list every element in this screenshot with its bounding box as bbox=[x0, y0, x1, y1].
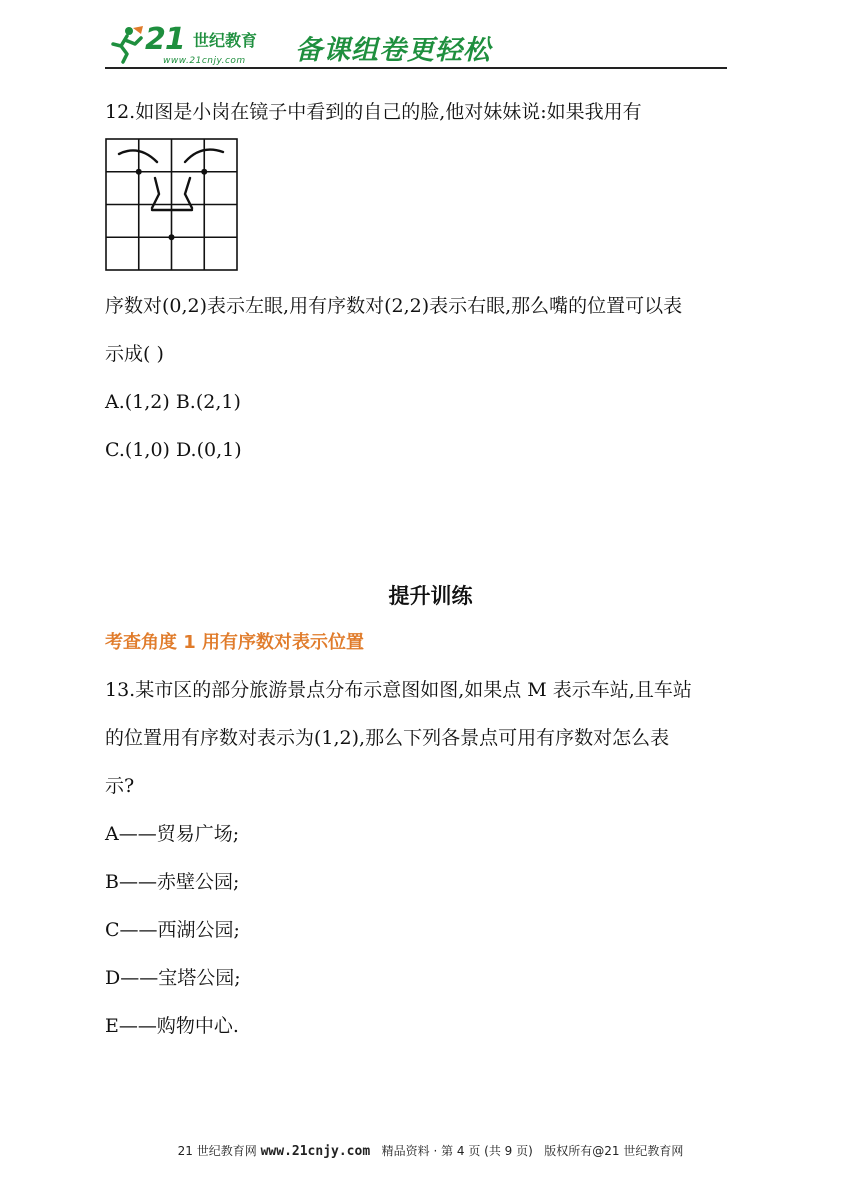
q12-line-2: 序数对(0,2)表示左眼,用有序数对(2,2)表示右眼,那么嘴的位置可以表 bbox=[105, 295, 683, 317]
q13-item-b: B——赤壁公园; bbox=[105, 871, 240, 893]
q13-item-d: D——宝塔公园; bbox=[105, 967, 241, 989]
header-slogan: 备课组卷更轻松 bbox=[295, 35, 491, 66]
q13-item-e: E——购物中心. bbox=[105, 1015, 239, 1037]
logo-name: 世纪教育 bbox=[193, 31, 258, 50]
section-subhead: 考查角度 1 用有序数对表示位置 bbox=[105, 632, 365, 653]
q12-line-3: 示成( ) bbox=[105, 343, 164, 365]
footer-rights: 版权所有@21 世纪教育网 bbox=[544, 1144, 684, 1158]
q12-line-1: 12.如图是小岗在镜子中看到的自己的脸,他对妹妹说:如果我用有 bbox=[105, 101, 642, 123]
q13-line-2: 的位置用有序数对表示为(1,2),那么下列各景点可用有序数对怎么表 bbox=[105, 727, 670, 749]
logo-number: 21 bbox=[145, 22, 185, 57]
mirror-face-grid-figure bbox=[105, 138, 239, 274]
page-header bbox=[105, 22, 727, 70]
footer-url[interactable]: www.21cnjy.com bbox=[260, 1144, 371, 1159]
q13-line-3: 示? bbox=[105, 775, 135, 797]
q12-options-row-1: A.(1,2) B.(2,1) bbox=[105, 391, 241, 413]
header-divider bbox=[105, 67, 727, 69]
footer-page-number: 精品资料 · 第 4 页 (共 9 页) bbox=[381, 1144, 533, 1158]
q13-item-a: A——贸易广场; bbox=[105, 823, 240, 845]
logo-url[interactable]: www.21cnjy.com bbox=[163, 56, 246, 66]
section-title: 提升训练 bbox=[388, 584, 473, 608]
q13-line-1: 13.某市区的部分旅游景点分布示意图如图,如果点 M 表示车站,且车站 bbox=[105, 679, 692, 701]
page-footer bbox=[0, 1142, 861, 1159]
footer-site: 21 世纪教育网 bbox=[177, 1144, 257, 1158]
runner-logo-icon bbox=[105, 24, 145, 64]
q12-options-row-2: C.(1,0) D.(0,1) bbox=[105, 439, 242, 461]
q13-item-c: C——西湖公园; bbox=[105, 919, 240, 941]
